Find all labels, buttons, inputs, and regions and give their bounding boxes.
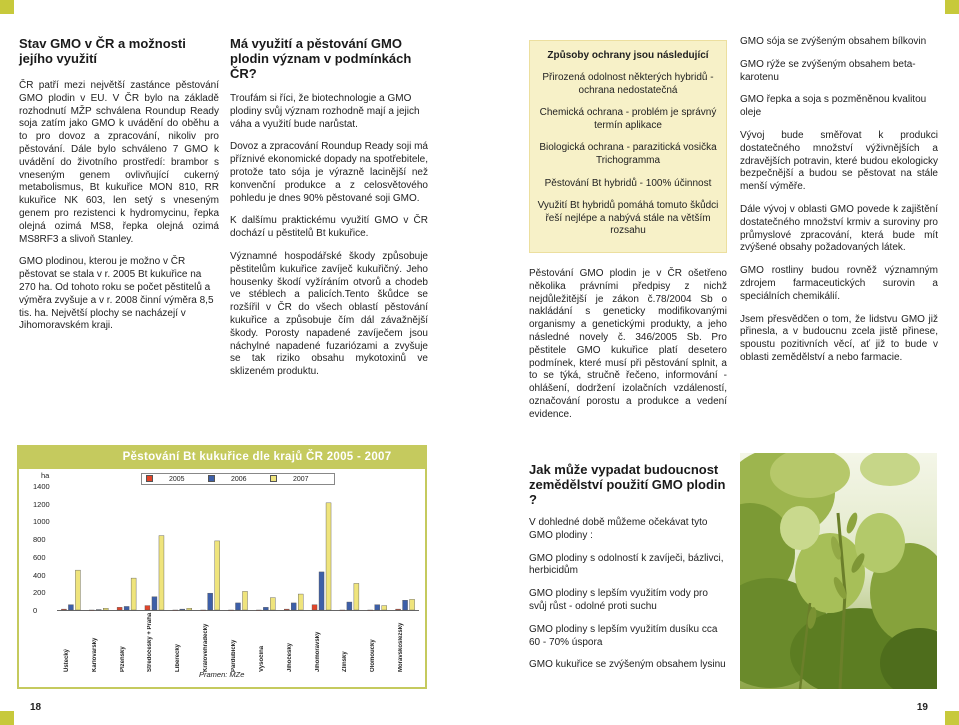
y-tick-label: 600 <box>33 552 46 562</box>
bar-2005-10 <box>340 610 345 611</box>
list-item: GMO kukuřice se zvýšeným obsahem lysinu <box>529 659 726 671</box>
legend-swatch <box>270 475 277 482</box>
page-number-left: 18 <box>30 702 42 713</box>
paragraph: Vývoj bude směřovat k produkci dostatečného množství výživnějších a zdravějších potravin, které budou ekologicky bezpečnější a budou se pěstovat na stále menší výměře. <box>740 129 938 193</box>
x-tick-label: Zlínský <box>342 651 349 672</box>
paragraph: Jsem přesvědčen o tom, že lidstvu GMO již přinesla, a v budoucnu zcela jistě přinese, spoustu pozitivních věcí, ať již to bude v oblasti zemědělství a nebo farmacie. <box>740 313 938 363</box>
x-tick-label: Královehradecký <box>203 623 210 672</box>
paragraph: Pěstování GMO plodin je v ČR ošetřeno několika právními předpisy z nichž nejdůležitější je zákon č.78/2004 Sb o nakládání s geneticky modifikovanými organismy a genetickými produkty, a jeho následné novely č. 346/2005 Sb. Pro pěstitele GMO kukuřice platí desetero podmínek, které musí při pěstování splnit, a to se týká, stručně řečeno, informování - ohlášení, dodržení izolačních vzdáleností, označování porostu a produkce a vedení evidence. <box>529 268 727 420</box>
bar-2007-1 <box>103 608 108 610</box>
y-tick-label: 1000 <box>33 517 50 527</box>
bar-2007-4 <box>187 608 192 610</box>
y-tick-label: 1400 <box>33 482 50 491</box>
bar-2006-10 <box>347 602 352 610</box>
bar-2006-1 <box>96 610 101 611</box>
corner-decoration <box>945 711 959 725</box>
bt-corn-chart <box>17 445 427 689</box>
bar-2005-1 <box>89 610 94 611</box>
box-item: Pěstování Bt hybridů - 100% účinnost <box>544 177 712 189</box>
legend-swatch <box>208 475 215 482</box>
bar-2005-5 <box>201 610 206 611</box>
box-item: Využití Bt hybridů pomáhá tomuto škůdci řeší nejlépe a nabývá stále na větším rozsahu <box>537 200 719 237</box>
bar-2005-12 <box>396 609 401 610</box>
x-tick-label: Jihomoravský <box>314 631 321 672</box>
legend-label: 2005 <box>169 476 185 483</box>
bar-2005-9 <box>312 605 317 610</box>
section-title: Má využití a pěstování GMO plodin význam v podmínkách ČR? <box>230 36 412 81</box>
bar-2005-6 <box>229 610 234 611</box>
list-item: GMO sója se zvýšeným obsahem bílkovin <box>740 36 927 47</box>
list-item: GMO řepka a soja s pozměněnou kvalitou oleje <box>740 94 927 119</box>
paragraph: Dovoz a zpracování Roundup Ready soji má příznivé ekonomické dopady na spotřebitele, protože tato sója je výrazně lacinější než konvenční produkce a z celosvětového pohledu je dnes 90% pěstované soji GMO. <box>230 141 428 204</box>
bar-2006-3 <box>152 597 157 610</box>
box-header: Způsoby ochrany jsou následující <box>547 50 709 61</box>
bar-2007-10 <box>354 583 359 610</box>
chart-title: Pěstování Bt kukuřice dle krajů ČR 2005 - 2007 <box>122 451 392 463</box>
corner-decoration <box>945 0 959 14</box>
corner-decoration <box>0 0 14 14</box>
list-item: GMO plodiny s odolností k zavíječi, bázlivci, herbicidům <box>529 552 724 577</box>
section-title: Jak může vypadat budoucnost zemědělství použití GMO plodin ? <box>529 462 726 507</box>
chart-svg <box>57 487 419 611</box>
bar-2005-11 <box>368 610 373 611</box>
x-tick-label: Plzeňský <box>119 646 126 672</box>
column-legislation <box>529 268 727 432</box>
bar-2006-4 <box>180 609 185 610</box>
y-tick-label: 1200 <box>33 499 50 509</box>
x-tick-label: Moravskoslezský <box>398 622 405 672</box>
chart-source: Pramen: MZe <box>199 670 245 679</box>
x-tick-label: Ústecký <box>63 648 70 672</box>
bar-2007-12 <box>410 599 415 610</box>
bar-2007-5 <box>215 541 220 610</box>
bar-2006-6 <box>236 603 241 610</box>
column-gmo-status <box>19 36 219 343</box>
chart-legend <box>141 473 335 485</box>
box-item: Biologická ochrana - parazitická vosička Trichogramma <box>539 142 717 166</box>
list-item: GMO rýže se zvýšeným obsahem beta-karotenu <box>740 58 916 83</box>
x-tick-label: Karlovarský <box>91 637 98 672</box>
legend-item <box>208 475 247 484</box>
bar-2007-2 <box>131 578 136 610</box>
box-item: Chemická ochrana - problém je správný termín aplikace <box>539 107 717 131</box>
x-tick-label: Liberecký <box>175 643 182 672</box>
x-tick-label: Jihočeský <box>286 642 293 672</box>
bar-2006-7 <box>263 607 268 610</box>
paragraph: V dohledné době můžeme očekávat tyto GMO plodiny : <box>529 517 708 541</box>
legend-label: 2007 <box>293 476 309 483</box>
bar-2005-3 <box>145 606 150 610</box>
bar-2005-2 <box>117 607 122 610</box>
bar-2007-0 <box>75 570 80 610</box>
column-future <box>529 462 727 682</box>
y-tick-label: 0 <box>33 606 38 615</box>
paragraph: Významné hospodářské škody způsobuje pěstitelům kukuřice zavíječ kukuřičný. Jeho housenky škodí vyžíráním otvorů a chodeb ve stéblech a palicích.Tento škůdce se rozšířil v ČR do všech oblastí pěstování kukuřice a způsobuje čím dál závažnější škody. Porosty napadené zavíječem jsou náchylné napadené fuzariózami a zvyšuje se tak riziko obsahu mykotoxinů ve sklizeném produktu. <box>230 250 428 378</box>
bar-2006-0 <box>68 605 73 610</box>
paragraph: ČR patří mezi největší zastánce pěstování GMO plodin v EU. V ČR bylo na základě rozhodnutí MŽP schválena Roundup Ready soja zatím jako GMO k uvádění do oběhu a to pro dovoz a zpracování, nikoliv pro pěstování. Dále bylo schváleno 7 GMO k uvádění do životního prostředí: brambor s vneseným genem ovlivňující cukerný metabolismus, Bt kukuřice MON 810, RR kukuřice NK 603, len setý s vneseným genem pro rezistenci k hydromycinu, řepka olejná ozimá MS8, řepka olejná ozimá MS8RF3 a slivoň Stanley. <box>19 80 219 245</box>
column-gmo-outlook <box>740 36 938 375</box>
paragraph: Dále vývoj v oblasti GMO povede k zajištění dostatečného množství krmiv a suroviny pro průmyslové zpracování, která bude mít zvýšené obsahy požadovaných látek. <box>740 203 938 254</box>
list-item: GMO plodiny s lepším využitím dusíku cca 60 - 70% úspora <box>529 623 718 648</box>
x-tick-label: Pardubický <box>231 639 237 672</box>
section-title: Stav GMO v ČR a možnosti jejího využití <box>19 36 186 66</box>
protection-methods-box <box>529 40 727 253</box>
bar-2007-3 <box>159 536 164 610</box>
column-gmo-significance <box>230 36 428 389</box>
bar-2006-2 <box>124 606 129 610</box>
bar-2005-8 <box>284 609 289 610</box>
paragraph: Troufám si říci, že biotechnologie a GMO plodiny svůj význam rozhodně mají a jejich váha a využití bude narůstat. <box>230 93 420 130</box>
bar-2007-8 <box>298 594 303 610</box>
y-tick-label: 200 <box>33 588 46 598</box>
bar-2006-9 <box>319 572 324 610</box>
x-tick-label: Vysočina <box>258 645 265 672</box>
soybean-photo <box>740 453 937 689</box>
bar-2005-7 <box>256 610 261 611</box>
page-number-right: 19 <box>916 702 928 713</box>
legend-swatch <box>146 475 153 482</box>
bar-2007-7 <box>270 598 275 610</box>
bar-2005-0 <box>61 609 66 610</box>
box-item: Přirozená odolnost některých hybridů - ochrana nedostatečná <box>542 72 714 96</box>
bar-2006-12 <box>403 600 408 610</box>
bar-2006-8 <box>291 603 296 610</box>
corner-decoration <box>0 711 14 725</box>
bar-2007-6 <box>243 591 248 610</box>
bar-2006-5 <box>208 593 213 610</box>
legend-label: 2006 <box>231 476 247 483</box>
chart-plot-area <box>57 487 419 611</box>
y-tick-label: 400 <box>33 570 46 580</box>
y-axis-label: ha <box>41 471 50 480</box>
paragraph: K dalšímu praktickému využití GMO v ČR dochází u pěstitelů Bt kukuřice. <box>230 215 428 240</box>
bar-2006-11 <box>375 605 380 610</box>
paragraph: GMO rostliny budou rovněž významným zdrojem farmaceutických surovin a speciálních chemikálií. <box>740 265 938 302</box>
legend-item <box>270 475 309 484</box>
list-item: GMO plodiny s lepším využitím vody pro svůj růst - odolné proti suchu <box>529 588 708 612</box>
legend-item <box>146 475 185 484</box>
x-tick-label: Olomoucký <box>370 639 377 672</box>
bar-2005-4 <box>173 610 178 611</box>
bar-2007-9 <box>326 503 331 610</box>
bar-2007-11 <box>382 606 387 610</box>
paragraph: GMO plodinou, kterou je možno v ČR pěstovat se stala v r. 2005 Bt kukuřice na 270 ha. Od tohoto roku se počet pěstitelů a výměra zvyšuje a v r. 2008 činní výměra 8,5 tis. ha. Největší plochy se nacházejí v Jihomoravském kraji. <box>19 256 214 332</box>
x-tick-label: Středočeský + Praha <box>147 612 154 672</box>
y-tick-label: 800 <box>33 535 46 545</box>
